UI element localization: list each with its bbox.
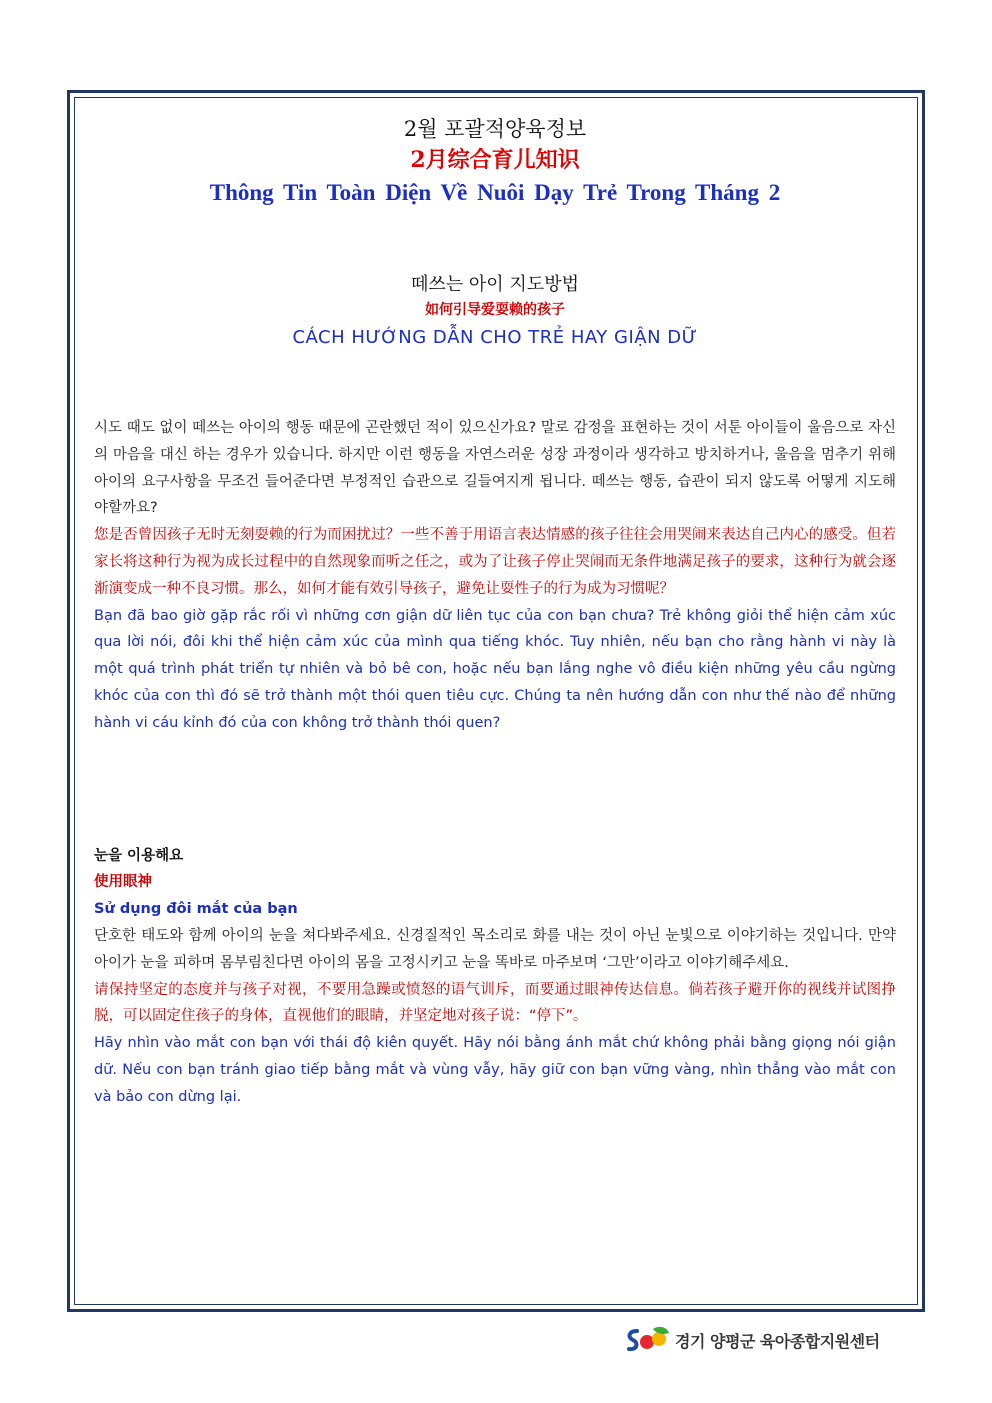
section-body-korean: 단호한 태도와 함께 아이의 눈을 쳐다봐주세요. 신경질적인 목소리로 화를 내는 것이 아닌 눈빛으로 이야기하는 것입니다. 만약 아이가 눈을 피하며 몸부림친다면 아이의 몸을 고정시키고 눈을 똑바로 마주보며 ‘그만’이라고 이야기해주세요. [94, 927, 896, 971]
section-heading-chinese: 使用眼神 [94, 874, 152, 891]
org-name: 경기 양평군 육아종합지원센터 [675, 1331, 880, 1351]
section-body-vietnamese: Hãy nhìn vào mắt con bạn với thái độ kiên quyết. Hãy nói bằng ánh mắt chứ không phải bằng giọng nói giận dữ. Nếu con bạn tránh giao tiếp bằng mắt và vùng vẫy, hãy giữ con bạn vững vàng, nhìn thẳng vào mắt con và bảo con dừng lại. [94, 1035, 896, 1105]
section-body-chinese: 请保持坚定的态度并与孩子对视，不要用急躁或愤怒的语气训斥，而要通过眼神传达信息。倘若孩子避开你的视线并试图挣脱，可以固定住孩子的身体，直视他们的眼睛，并坚定地对孩子说：“停下”。 [94, 981, 896, 1025]
logo-dot-red [640, 1335, 654, 1349]
center-logo-icon [625, 1325, 671, 1355]
title-korean: 2월 포괄적양육정보 [403, 117, 587, 141]
intro-vietnamese: Bạn đã bao giờ gặp rắc rối vì những cơn giận dữ liên tục của con bạn chưa? Trẻ không giỏi thể hiện cảm xúc qua lời nói, đôi khi thể hiện cảm xúc của mình qua tiếng khóc. Tuy nhiên, nếu bạn cho rằng hành vi này là một quá trình phát triển tự nhiên và bỏ bê con, hoặc nếu bạn lắng nghe vô điều kiện những yêu cầu ngừng khóc của con thì đó sẽ trở thành một thói quen tiêu cực. Chúng ta nên hướng dẫn con như thế nào để những hành vi cáu kỉnh đó của con không trở thành thói quen? [94, 607, 896, 731]
center-logo [625, 1325, 880, 1355]
section-eyes [94, 843, 896, 1111]
section-heading-vietnamese: Sử dụng đôi mắt của bạn [94, 901, 298, 918]
title-vietnamese: Thông Tin Toàn Diện Về Nuôi Dạy Trẻ Trong Tháng 2 [209, 180, 781, 205]
logo-swirl-blue [629, 1331, 637, 1349]
logo-leaf-green [653, 1327, 669, 1334]
section-heading-korean: 눈을 이용해요 [94, 847, 184, 864]
topic-title-vietnamese: CÁCH HƯỚNG DẪN CHO TRẺ HAY GIẬN DỮ [292, 327, 698, 348]
topic-title-chinese: 如何引导爱耍赖的孩子 [425, 302, 565, 318]
title-chinese: 2月综合育儿知识 [410, 147, 580, 173]
topic-title-korean: 떼쓰는 아이 지도방법 [411, 274, 579, 295]
intro-block [94, 415, 896, 737]
intro-korean: 시도 때도 없이 떼쓰는 아이의 행동 때문에 곤란했던 적이 있으신가요? 말로 감정을 표현하는 것이 서툰 아이들이 울음으로 자신의 마음을 대신 하는 경우가 있습니다. 하지만 이런 행동을 자연스러운 성장 과정이라 생각하고 방치하거나, 울음을 멈추기 위해 아이의 요구사항을 무조건 들어준다면 부정적인 습관으로 길들여지게 됩니다. 떼쓰는 행동, 습관이 되지 않도록 어떻게 지도해야할까요? [94, 420, 896, 517]
document-content [94, 114, 896, 1111]
logo-dot-yellow [652, 1332, 666, 1346]
intro-chinese: 您是否曾因孩子无时无刻耍赖的行为而困扰过？一些不善于用语言表达情感的孩子往往会用哭闹来表达自己内心的感受。但若家长将这种行为视为成长过程中的自然现象而听之任之，或为了让孩子停止哭闹而无条件地满足孩子的要求，这种行为就会逐渐演变成一种不良习惯。那么，如何才能有效引导孩子，避免让耍性子的行为成为习惯呢？ [94, 527, 896, 597]
header-block [94, 114, 896, 210]
topic-block [94, 272, 896, 354]
